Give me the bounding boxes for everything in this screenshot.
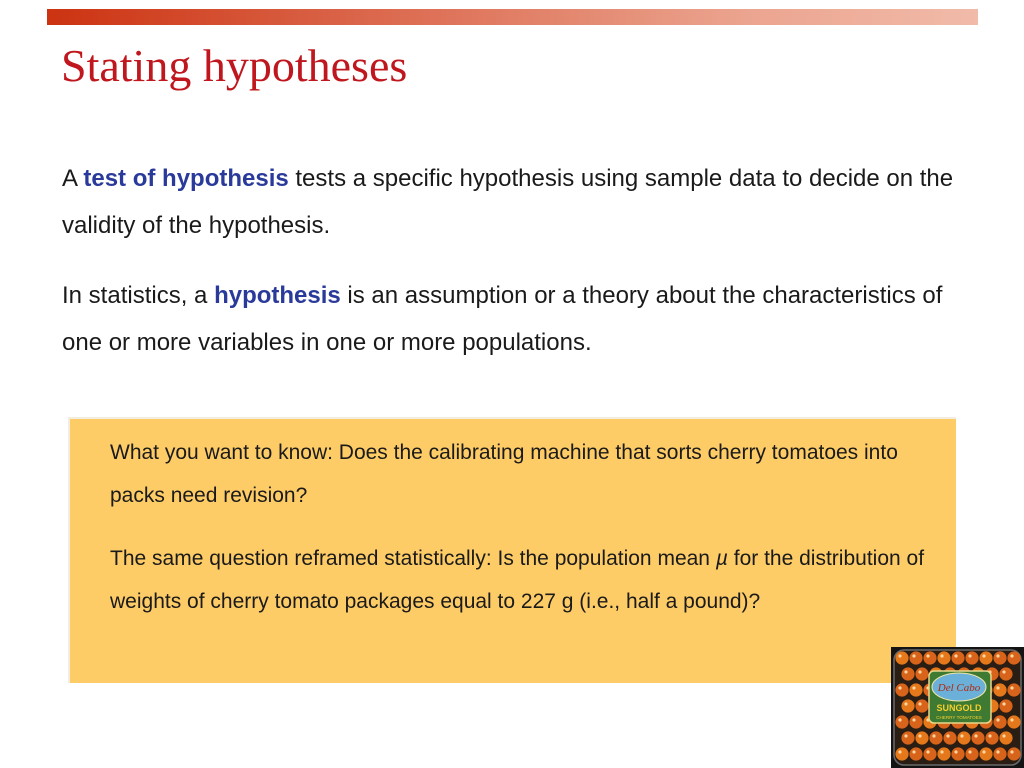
tomato (909, 683, 922, 696)
tomato-highlight (932, 734, 935, 737)
tomato-highlight (918, 702, 921, 705)
tomato (915, 699, 928, 712)
term-test-of-hypothesis: test of hypothesis (83, 165, 289, 192)
reframed-rest: for the distribution of weights of cherry tomato packages equal to 227 g (i.e., half a pound)? (110, 547, 925, 613)
tomato (943, 731, 956, 744)
package-label (929, 671, 991, 723)
tomato-highlight (912, 750, 915, 753)
tomato (895, 651, 908, 664)
tomato (1007, 683, 1020, 696)
tomato (985, 731, 998, 744)
tomato-highlight (912, 654, 915, 657)
tomato-highlight (898, 718, 901, 721)
tomato-highlight (918, 670, 921, 673)
tomato-highlight (904, 702, 907, 705)
tomato-highlight (996, 718, 999, 721)
tomato-highlight (988, 734, 991, 737)
tomato (909, 747, 922, 760)
tomato (993, 683, 1006, 696)
tomato-highlight (912, 718, 915, 721)
callout-question: What you want to know: Does the calibrating machine that sorts cherry tomatoes into packs need revision? (110, 441, 898, 507)
paragraph-lead: In statistics, a (62, 282, 215, 309)
tomato-highlight (1010, 750, 1013, 753)
tomato (915, 731, 928, 744)
title-accent-bar (47, 9, 978, 25)
tomato-highlight (918, 734, 921, 737)
tomato-highlight (940, 654, 943, 657)
tomato (979, 747, 992, 760)
tomato (895, 715, 908, 728)
tomato-highlight (954, 750, 957, 753)
tomato-highlight (974, 734, 977, 737)
tomato (993, 715, 1006, 728)
tomato-highlight (1002, 734, 1005, 737)
label-product: SUNGOLD (936, 703, 982, 713)
tomato (909, 715, 922, 728)
tomato-highlight (926, 654, 929, 657)
tomato (999, 667, 1012, 680)
example-callout-box (68, 417, 956, 683)
tomato (979, 651, 992, 664)
tomato-highlight (982, 654, 985, 657)
tomato-highlight (996, 750, 999, 753)
tomato-highlight (968, 654, 971, 657)
tomato (901, 731, 914, 744)
tomato (895, 683, 908, 696)
tomato-highlight (968, 750, 971, 753)
term-hypothesis: hypothesis (214, 282, 341, 309)
tomato-highlight (1010, 686, 1013, 689)
tomato (999, 699, 1012, 712)
tomato-package-illustration (891, 647, 1024, 768)
tomato-highlight (904, 670, 907, 673)
paragraph-lead: A (62, 165, 84, 192)
tomato-highlight (1010, 718, 1013, 721)
mu-symbol: µ (715, 547, 728, 570)
tomato (951, 747, 964, 760)
tomato-highlight (898, 654, 901, 657)
definition-hypothesis (62, 272, 962, 366)
reframed-lead: The same question reframed statistically: Is the population mean (110, 547, 716, 570)
callout-reframed-question (110, 537, 946, 623)
tomato (937, 651, 950, 664)
cherry-tomato-package-image (891, 647, 1024, 768)
tomato (929, 731, 942, 744)
tomato (923, 747, 936, 760)
tomato (937, 747, 950, 760)
tomato (957, 731, 970, 744)
tomato-highlight (996, 686, 999, 689)
tomato-highlight (954, 654, 957, 657)
tomato (993, 651, 1006, 664)
tomato-highlight (904, 734, 907, 737)
tomato-highlight (912, 686, 915, 689)
definition-test-of-hypothesis (62, 155, 962, 249)
tomato (1007, 715, 1020, 728)
tomato-highlight (996, 654, 999, 657)
tomato (909, 651, 922, 664)
tomato (923, 651, 936, 664)
tomato-highlight (982, 750, 985, 753)
tomato-highlight (940, 750, 943, 753)
tomato (999, 731, 1012, 744)
tomato-highlight (1010, 654, 1013, 657)
tomato-highlight (946, 734, 949, 737)
tomato (965, 747, 978, 760)
slide-title: Stating hypotheses (61, 40, 408, 91)
tomato (971, 731, 984, 744)
tomato (951, 651, 964, 664)
tomato-highlight (898, 686, 901, 689)
paragraph-rest: is an assumption or a theory about the characteristics of one or more variables in one or more populations. (62, 282, 943, 356)
tomato (965, 651, 978, 664)
label-brand: Del Cabo (937, 682, 981, 694)
tomato-highlight (926, 750, 929, 753)
tomato-highlight (1002, 670, 1005, 673)
tomato (993, 747, 1006, 760)
tomato (915, 667, 928, 680)
tomato (895, 747, 908, 760)
tomato-highlight (1002, 702, 1005, 705)
paragraph-rest: tests a specific hypothesis using sample data to decide on the validity of the hypothesis. (62, 165, 954, 239)
label-subtitle: CHERRY TOMATOES (936, 715, 982, 720)
tomato (901, 667, 914, 680)
tomato (1007, 747, 1020, 760)
tomato-highlight (898, 750, 901, 753)
tomato (901, 699, 914, 712)
tomato-highlight (960, 734, 963, 737)
tomato (1007, 651, 1020, 664)
